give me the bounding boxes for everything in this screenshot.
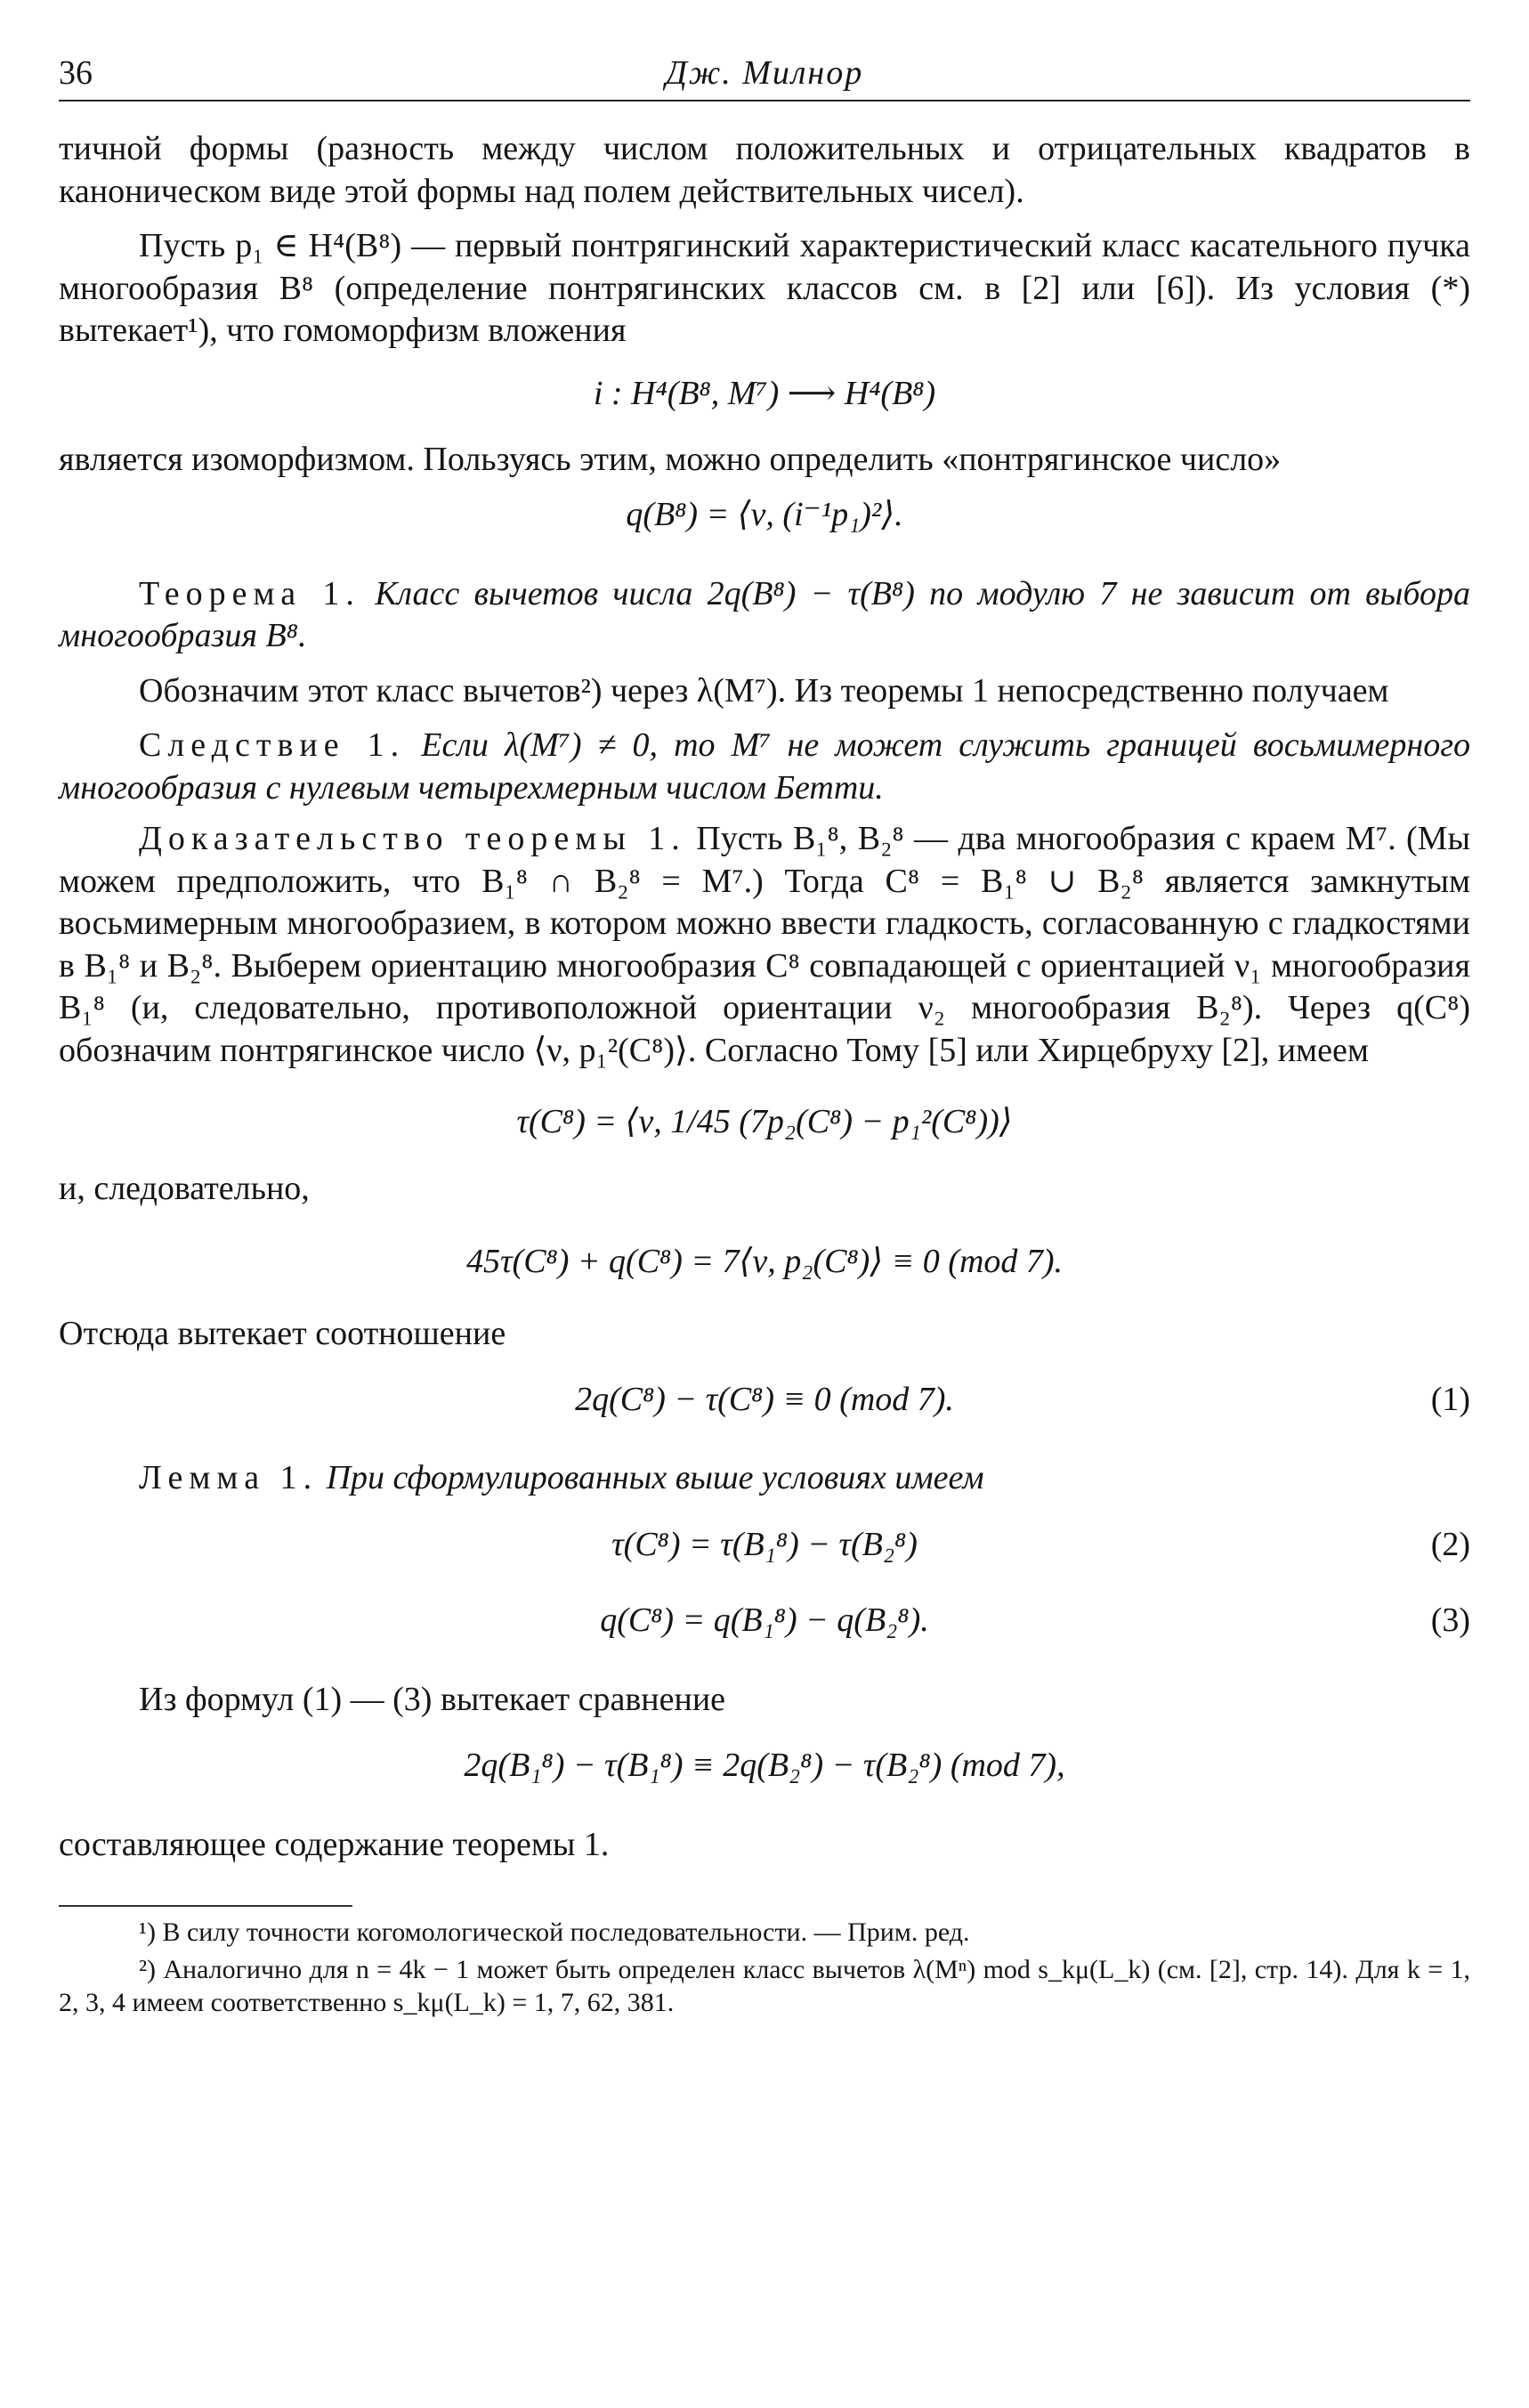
paragraph-1: тичной формы (разность между числом положительных и отрицательных квадратов в каноническом виде этой формы над полем действительных чисел). <box>59 130 1470 210</box>
equation-3 <box>59 1599 1470 1642</box>
footnote-2: ²) Аналогично для n = 4k − 1 может быть определен класс вычетов λ(Mⁿ) mod s_kμ(L_k) (см. [2], стр. 14). Для k = 1, 2, 3, 4 имеем соответственно s_kμ(L_k) = 1, 7, 62, 381. <box>59 1954 1470 2018</box>
lemma-1 <box>59 1457 1470 1500</box>
page-header <box>59 46 1470 96</box>
theorem-text: Класс вычетов числа 2q(B⁸) − τ(B⁸) по модулю 7 не зависит от выбора многообразия B⁸. <box>59 574 1470 655</box>
theorem-1 <box>59 573 1470 658</box>
header-rule <box>59 100 1470 101</box>
equation-mod7: 45τ(C⁸) + q(C⁸) = 7⟨ν, p₂(C⁸)⟩ ≡ 0 (mod 7). <box>465 1243 1064 1281</box>
equation-3-body: q(C⁸) = q(B₁⁸) − q(B₂⁸). <box>600 1601 929 1640</box>
paragraph-8: составляющее содержание теоремы 1. <box>59 1825 610 1863</box>
equation-signature-formula: τ(C⁸) = ⟨ν, 1/45 (7p₂(C⁸) − p₁²(C⁸))⟩ <box>516 1103 1013 1141</box>
paragraph-7: Из формул (1) — (3) вытекает сравнение <box>139 1680 726 1718</box>
paragraph-5: и, следовательно, <box>59 1169 310 1207</box>
equation-3-tag: (3) <box>1430 1601 1470 1640</box>
equation-2-tag: (2) <box>1430 1525 1470 1563</box>
proof <box>59 818 1470 1072</box>
equation-2-body: τ(C⁸) = τ(B₁⁸) − τ(B₂⁸) <box>611 1525 918 1563</box>
corollary-1 <box>59 725 1470 809</box>
lemma-text: При сформулированных выше условиях имеем <box>326 1459 984 1497</box>
equation-1 <box>59 1378 1470 1422</box>
proof-text: Пусть B₁⁸, B₂⁸ — два многообразия с краем M⁷. (Мы можем предположить, что B₁⁸ ∩ B₂⁸ = M⁷.) Тогда C⁸ = B₁⁸ ∪ B₂⁸ является замкнутым восьмимерным многообразием, в котором можно ввести гладкость, согласованную с гладкостями в B₁⁸ и B₂⁸. Выберем ориентацию многообразия C⁸ совпадающей с ориентацией ν₁ многообразия B₁⁸ (и, следовательно, противоположной ориентации ν₂ многообразия B₂⁸). Через q(C⁸) обозначим понтрягинское число ⟨ν, p₁²(C⁸)⟩. Согласно Тому [5] или Хирцебруху [2], имеем <box>59 820 1470 1069</box>
equation-comparison: 2q(B₁⁸) − τ(B₁⁸) ≡ 2q(B₂⁸) − τ(B₂⁸) (mod 7), <box>464 1747 1065 1785</box>
page <box>59 46 1470 2020</box>
equation-embedding: i : H⁴(B⁸, M⁷) ⟶ H⁴(B⁸) <box>593 374 936 412</box>
footnote-rule <box>59 1905 352 1907</box>
paragraph-2: Пусть p₁ ∈ H⁴(B⁸) — первый понтрягинский характеристический класс касательного пучка многообразия B⁸ (определение понтрягинских классов см. в [2] или [6]). Из условия (*) вытекает¹), что гомоморфизм вложения <box>59 227 1470 349</box>
paragraph-6: Отсюда вытекает соотношение <box>59 1314 506 1352</box>
equation-pontryagin-number: q(B⁸) = ⟨ν, (i⁻¹p₁)²⟩. <box>626 496 903 534</box>
equation-2 <box>59 1523 1470 1567</box>
page-number: 36 <box>59 54 93 92</box>
paragraph-4: Обозначим этот класс вычетов²) через λ(M⁷). Из теоремы 1 непосредственно получаем <box>139 671 1389 709</box>
running-head: Дж. Милнор <box>665 54 864 92</box>
equation-1-body: 2q(C⁸) − τ(C⁸) ≡ 0 (mod 7). <box>575 1381 954 1419</box>
corollary-text: Если λ(M⁷) ≠ 0, то M⁷ не может служить границей восьмимерного многообразия с нулевым четырехмерным числом Бетти. <box>59 726 1471 807</box>
proof-label: Доказательство теоремы 1. <box>139 820 686 858</box>
paragraph-3: является изоморфизмом. Пользуясь этим, можно определить «понтрягинское число» <box>59 440 1282 478</box>
lemma-label: Лемма 1. <box>139 1459 319 1497</box>
equation-1-tag: (1) <box>1430 1381 1470 1419</box>
theorem-label: Теорема 1. <box>139 574 360 612</box>
footnote-1: ¹) В силу точности когомологической последовательности. — Прим. ред. <box>139 1917 970 1948</box>
corollary-label: Следствие 1. <box>139 726 406 765</box>
